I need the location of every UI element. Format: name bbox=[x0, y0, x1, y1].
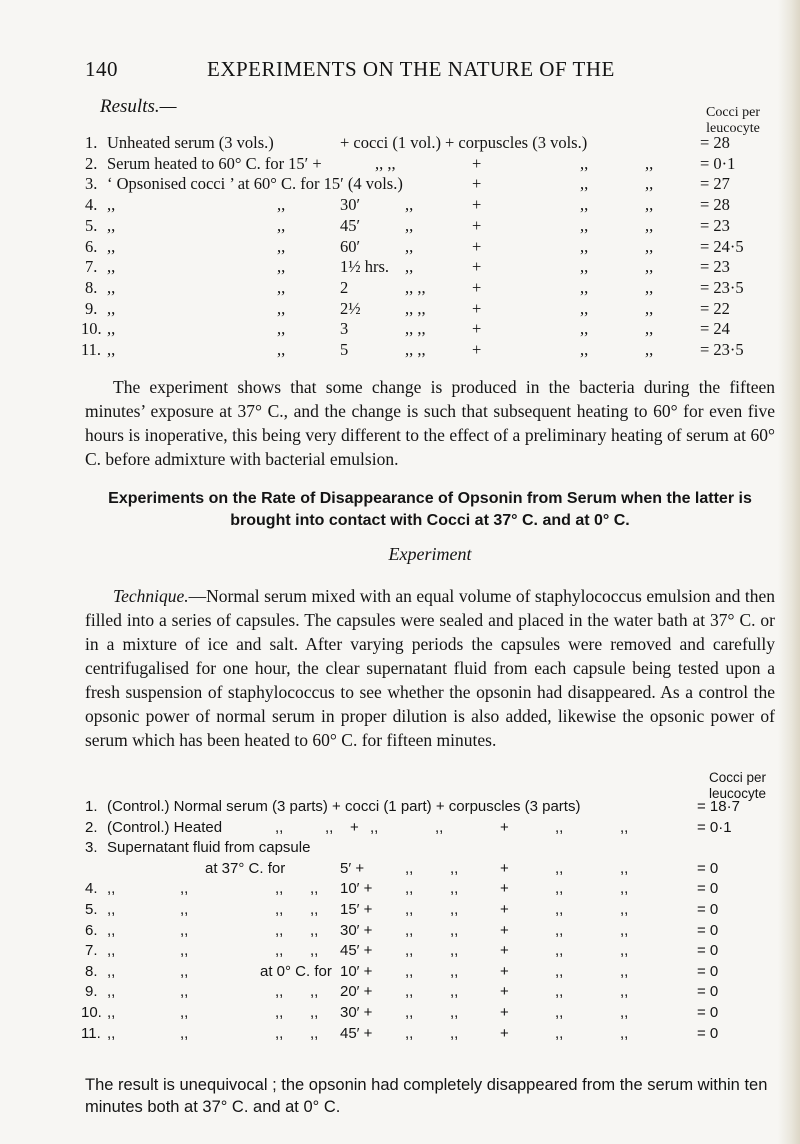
table2-cell-value: = 0 bbox=[697, 880, 719, 898]
table2-cell-num: 5. bbox=[85, 901, 98, 918]
table2-cell-c4: ,, bbox=[435, 818, 444, 836]
table2-cell-c4: ,, bbox=[450, 859, 459, 877]
table2-cell-plus2: + bbox=[500, 859, 509, 877]
table1-cell-desc2: ,, bbox=[277, 236, 286, 256]
table2-cell-c2: ,, bbox=[180, 983, 189, 1001]
technique-label: Technique. bbox=[113, 586, 189, 606]
table1-cell-d2: ,, bbox=[645, 298, 654, 318]
table1-cell-d1: ,, bbox=[580, 319, 589, 339]
table2-cell-c6: ,, bbox=[620, 1004, 629, 1021]
table1-cell-plus: + corpuscles (3 vols.) bbox=[445, 133, 588, 152]
table2-cell-c7: ,, bbox=[275, 880, 284, 898]
table1-cell-num: 3. bbox=[85, 174, 98, 194]
table1-cell-plus: + bbox=[472, 153, 482, 173]
table2-cell-c1: ,, bbox=[107, 880, 116, 898]
table2-cell-num: 9. bbox=[85, 983, 98, 1001]
table2-cell-c6: ,, bbox=[620, 1024, 629, 1042]
table1-cell-desc2: ,, bbox=[277, 340, 286, 359]
table1-cell-plus: + bbox=[472, 174, 482, 194]
table2-cell-c3: ,, bbox=[405, 921, 414, 939]
table1-cell-desc: ,, bbox=[107, 298, 116, 318]
table1-cell-value: = 24 bbox=[700, 319, 730, 339]
table2-cell-value: = 18·7 bbox=[697, 798, 740, 815]
table1-cell-d1: ,, bbox=[580, 153, 589, 173]
table2-cell-c6: ,, bbox=[620, 880, 629, 898]
table1-cell-cocci: ,, ,, bbox=[405, 298, 426, 318]
table2-cell-c5: ,, bbox=[555, 859, 564, 877]
table1-cell-time: 60′ bbox=[340, 236, 361, 256]
table1-cell-d2: ,, bbox=[645, 340, 654, 359]
table1-cell-desc: Unheated serum (3 vols.) bbox=[107, 133, 274, 152]
table2-cell-c5: ,, bbox=[555, 1004, 564, 1021]
table2-cell-c6: ,, bbox=[620, 983, 629, 1001]
table1-cell-desc: ,, bbox=[107, 195, 116, 215]
table2-cell-c3: ,, bbox=[405, 859, 414, 877]
table2-cell-num: 3. bbox=[85, 839, 98, 857]
table2-cell-c5: ,, bbox=[555, 942, 564, 960]
table1-cell-num: 1. bbox=[85, 133, 98, 152]
table2-cell-plus2: + bbox=[500, 962, 509, 980]
table2-cell-c8: ,, bbox=[310, 921, 319, 939]
table2-cell-c1: ,, bbox=[107, 1004, 116, 1021]
table1-cell-cocci: ,, bbox=[405, 257, 414, 277]
table1-cell-d2: ,, bbox=[645, 277, 654, 297]
table1-cell-cocci: ,, ,, bbox=[405, 340, 426, 359]
table2-cell-c4: ,, bbox=[450, 1024, 459, 1042]
table2-cell-c4: ,, bbox=[450, 1004, 459, 1021]
table1-cell-desc2: ,, bbox=[277, 195, 286, 215]
table2-cell-c2: ,, bbox=[180, 880, 189, 898]
table2-cell-value: = 0 bbox=[697, 921, 719, 939]
table1-cell-d1: ,, bbox=[580, 298, 589, 318]
table2-cell-c3: ,, bbox=[405, 880, 414, 898]
table2-cell-c2: ,, bbox=[180, 1024, 189, 1042]
table1-cell-time: 1½ hrs. bbox=[340, 257, 390, 277]
table1-cell-time: 30′ bbox=[340, 195, 361, 215]
results-label: Results.— bbox=[100, 96, 177, 117]
table1-cell-d2: ,, bbox=[645, 257, 654, 277]
running-title: EXPERIMENTS ON THE NATURE OF THE bbox=[207, 57, 615, 81]
table2-cell-time: 30′ + bbox=[340, 921, 373, 939]
table1-cell-desc: ,, bbox=[107, 340, 116, 359]
table1-cell-d1: ,, bbox=[580, 257, 589, 277]
table2-cell-time: 10′ + bbox=[340, 880, 373, 898]
table2-cell-num: 10. bbox=[81, 1004, 102, 1021]
table1-cell-d2: ,, bbox=[645, 236, 654, 256]
table1-cell-num: 8. bbox=[85, 277, 98, 297]
table1-cell-d1: ,, bbox=[580, 340, 589, 359]
table2-cell-num: 1. bbox=[85, 798, 98, 815]
table2-cell-plus2: + bbox=[500, 901, 509, 918]
table1-cell-cocci: + cocci (1 vol.) bbox=[340, 133, 441, 152]
table1-cell-value: = 23·5 bbox=[700, 277, 744, 297]
table2-cell-plus2: + bbox=[500, 818, 509, 836]
table2-cell-c5: ,, bbox=[555, 983, 564, 1001]
table1-cell-plus: + bbox=[472, 257, 482, 277]
table1-cell-desc: ,, bbox=[107, 257, 116, 277]
table2-cell-c1: ,, bbox=[275, 818, 284, 836]
conclusion-paragraph: The result is unequivocal ; the opsonin had completely disappeared from the serum within ten minutes both at 37° C. and at 0° C. bbox=[85, 1076, 768, 1116]
table2-cell-c4: ,, bbox=[450, 983, 459, 1001]
table2-cell-time: 45′ + bbox=[340, 942, 373, 960]
paragraph-results-discussion bbox=[85, 375, 775, 471]
table2-cell-c4: ,, bbox=[450, 962, 459, 980]
table2-cell-value: = 0 bbox=[697, 1024, 719, 1042]
table2-cell-desc: Supernatant fluid from capsule bbox=[107, 839, 311, 857]
table2-cell-num: 8. bbox=[85, 962, 98, 980]
table2-cell-c6: ,, bbox=[620, 942, 629, 960]
table2-cell-c8: ,, bbox=[310, 901, 319, 918]
table1-cell-value: = 0·1 bbox=[700, 153, 736, 173]
table1-cell-value: = 27 bbox=[700, 174, 730, 194]
table1-cell-plus: + bbox=[472, 340, 482, 359]
table2-cell-c2: ,, bbox=[180, 901, 189, 918]
table2-cell-c6: ,, bbox=[620, 962, 629, 980]
table2-col-header-line2: leucocyte bbox=[708, 786, 767, 801]
table1-cell-num: 6. bbox=[85, 236, 98, 256]
technique-text: —Normal serum mixed with an equal volume of staphylococcus emulsion and then filled into a series of capsules. The capsules were sealed and placed in the water bath at 37° C. or in a mixture of ice and salt. After varying periods the capsules were removed and carefully centrifugalised for one hour, the clear supernatant fluid from each capsule being tested upon a fresh suspension of staphylococcus to see whether the opsonin had disappeared. As a control the opsonic power of normal serum in proper dilution is also added, likewise the opsonic power of serum which has been heated to 60° C. for fifteen minutes. bbox=[85, 586, 775, 750]
table2-cell-plus2: + bbox=[500, 942, 509, 960]
table1-cell-value: = 24·5 bbox=[700, 236, 744, 256]
table1-cell-d2: ,, bbox=[645, 215, 654, 235]
table2-cell-c2: ,, bbox=[180, 1004, 189, 1021]
table2-cell-c2: ,, bbox=[180, 942, 189, 960]
table2-cell-time: 10′ + bbox=[340, 962, 373, 980]
table1-cell-plus: + bbox=[472, 195, 482, 215]
table1-cell-cocci: ,, ,, bbox=[405, 319, 426, 339]
table1-cell-time: 3 bbox=[340, 319, 349, 339]
table2-cell-desc: (Control.) Normal serum (3 parts) + cocci (1 part) + corpuscles (3 parts) bbox=[107, 798, 581, 815]
table1-cell-num: 4. bbox=[85, 195, 98, 215]
table2-cell-plus2: + bbox=[500, 1004, 509, 1021]
table1-cell-plus: + bbox=[472, 277, 482, 297]
table2-cell-c7: ,, bbox=[275, 983, 284, 1001]
table2-cell-c6: ,, bbox=[620, 921, 629, 939]
table1-cell-time: 2½ bbox=[340, 298, 361, 318]
table2-cell-plus2: + bbox=[500, 1024, 509, 1042]
table1-cell-num: 9. bbox=[85, 298, 98, 318]
table2-cell-c3: ,, bbox=[405, 1004, 414, 1021]
table1-cell-d2: ,, bbox=[645, 153, 654, 173]
table2-cell-num: 6. bbox=[85, 921, 98, 939]
table1-cell-value: = 22 bbox=[700, 298, 730, 318]
table1-cell-plus: + bbox=[472, 215, 482, 235]
table1-cell-num: 11. bbox=[81, 340, 102, 359]
table2-cell-value: = 0 bbox=[697, 859, 719, 877]
table2-cell-value: = 0 bbox=[697, 901, 719, 918]
table2-cell-c1: ,, bbox=[107, 983, 116, 1001]
table1-cell-num: 5. bbox=[85, 215, 98, 235]
table1-cell-value: = 23 bbox=[700, 257, 730, 277]
table1-cell-cocci: ,, ,, bbox=[375, 153, 396, 173]
table2-cell-c2: ,, bbox=[180, 921, 189, 939]
table2-cell-c5: ,, bbox=[555, 901, 564, 918]
table2-cell-c8: ,, bbox=[310, 942, 319, 960]
table1-cell-desc2: ,, bbox=[277, 277, 286, 297]
table1-cell-cocci: ,, bbox=[405, 236, 414, 256]
table2-cell-plus2: + bbox=[500, 983, 509, 1001]
paragraph1-text: The experiment shows that some change is produced in the bacteria during the fifteen minutes’ exposure at 37° C., and the change is such that subsequent heating to 60° for even five hours is inoperative, this being very different to the effect of a preliminary heating of serum at 60° C. before admixture with bacterial emulsion. bbox=[85, 377, 775, 469]
table1-cell-d1: ,, bbox=[580, 277, 589, 297]
table1-cell-plus: + bbox=[472, 236, 482, 256]
table1-cell-desc2: ,, bbox=[277, 257, 286, 277]
table1-cell-desc: ,, bbox=[107, 215, 116, 235]
table1-col-header-line2: leucocyte bbox=[706, 121, 760, 136]
table2-cell-plus1: + bbox=[350, 818, 359, 836]
table2-cell-value: = 0·1 bbox=[697, 818, 732, 836]
table2-cell-num: 4. bbox=[85, 880, 98, 898]
experiment-heading: Experiment bbox=[388, 544, 472, 564]
table1-cell-plus: + bbox=[472, 298, 482, 318]
table2-cell-c8: ,, bbox=[310, 983, 319, 1001]
table2-cell-c2: ,, bbox=[325, 818, 334, 836]
table2-cell-desc: at 37° C. for bbox=[205, 859, 286, 877]
table2-cell-time: 20′ + bbox=[340, 983, 373, 1001]
table2-cell-time: 15′ + bbox=[340, 901, 373, 918]
table2-cell-plus2: + bbox=[500, 880, 509, 898]
table2-cell-c7: ,, bbox=[275, 1024, 284, 1042]
table2-cell-value: = 0 bbox=[697, 962, 719, 980]
table2 bbox=[81, 797, 785, 1047]
table2-cell-c5: ,, bbox=[555, 1024, 564, 1042]
table1-cell-num: 7. bbox=[85, 257, 98, 277]
table1-cell-d2: ,, bbox=[645, 319, 654, 339]
table2-cell-num: 7. bbox=[85, 942, 98, 960]
table1-cell-plus: + bbox=[472, 319, 482, 339]
table1-cell-d1: ,, bbox=[580, 174, 589, 194]
table1-cell-d2: ,, bbox=[645, 195, 654, 215]
table2-cell-c6: ,, bbox=[620, 901, 629, 918]
table2-cell-c5: ,, bbox=[555, 921, 564, 939]
table2-cell-c1: ,, bbox=[107, 901, 116, 918]
table1-cell-cocci: ,, bbox=[405, 215, 414, 235]
section-heading: Experiments on the Rate of Disappearance of Opsonin from Serum when the latter is brought into contact with Cocci at 37° C. and at 0° C. bbox=[108, 490, 752, 529]
table2-cell-c5: ,, bbox=[555, 962, 564, 980]
table2-cell-c3: ,, bbox=[405, 1024, 414, 1042]
table1-cell-cocci: ,, bbox=[405, 195, 414, 215]
table1-cell-d1: ,, bbox=[580, 215, 589, 235]
table2-cell-c3: ,, bbox=[405, 901, 414, 918]
table1-cell-desc: Serum heated to 60° C. for 15′ + bbox=[107, 153, 322, 173]
table2-cell-c4: ,, bbox=[450, 942, 459, 960]
table2-cell-c7: ,, bbox=[275, 901, 284, 918]
table2-cell-value: = 0 bbox=[697, 1004, 719, 1021]
table1-cell-desc: ,, bbox=[107, 277, 116, 297]
table2-cell-plus2: + bbox=[500, 921, 509, 939]
table2-cell-time: 45′ + bbox=[340, 1024, 373, 1042]
table2-cell-c4: ,, bbox=[450, 921, 459, 939]
table1-cell-value: = 28 bbox=[700, 133, 730, 152]
table1-cell-time: 2 bbox=[340, 277, 349, 297]
table2-cell-c5: ,, bbox=[555, 818, 564, 836]
table2-cell-c1: ,, bbox=[107, 1024, 116, 1042]
table2-cell-num: 2. bbox=[85, 818, 98, 836]
table2-cell-time: 30′ + bbox=[340, 1004, 373, 1021]
table2-cell-value: = 0 bbox=[697, 983, 719, 1001]
table1-cell-desc2: ,, bbox=[277, 298, 286, 318]
table2-cell-c7: ,, bbox=[275, 1004, 284, 1021]
table1-cell-value: = 23 bbox=[700, 215, 730, 235]
technique-paragraph bbox=[85, 584, 775, 752]
table2-cell-desc: at 0° C. for bbox=[260, 962, 332, 980]
table1-cell-time: 45′ bbox=[340, 215, 361, 235]
table2-cell-c5: ,, bbox=[555, 880, 564, 898]
table1-cell-value: = 28 bbox=[700, 195, 730, 215]
table1-cell-desc: ,, bbox=[107, 236, 116, 256]
table2-cell-c4: ,, bbox=[450, 880, 459, 898]
table2-cell-time: 5′ + bbox=[340, 859, 365, 877]
table2-cell-c1: ,, bbox=[107, 921, 116, 939]
table2-cell-c6: ,, bbox=[620, 859, 629, 877]
table2-cell-c8: ,, bbox=[310, 1024, 319, 1042]
table1-cell-d1: ,, bbox=[580, 236, 589, 256]
table2-cell-value: = 0 bbox=[697, 942, 719, 960]
table2-cell-c7: ,, bbox=[275, 942, 284, 960]
table1-cell-desc2: ,, bbox=[277, 319, 286, 339]
table2-cell-c1: ,, bbox=[107, 942, 116, 960]
table2-cell-c3: ,, bbox=[405, 983, 414, 1001]
table1 bbox=[81, 133, 785, 363]
table1-cell-d1: ,, bbox=[580, 195, 589, 215]
table2-cell-desc: (Control.) Heated bbox=[107, 818, 223, 836]
table1-cell-time: 5 bbox=[340, 340, 349, 359]
table2-col-header-line1: Cocci per bbox=[708, 770, 767, 785]
table2-cell-num: 11. bbox=[81, 1024, 101, 1042]
table2-cell-c1: ,, bbox=[107, 962, 116, 980]
table1-cell-num: 10. bbox=[81, 319, 102, 339]
table2-cell-c7: ,, bbox=[275, 921, 284, 939]
table1-cell-desc: ‘ Opsonised cocci ’ at 60° C. for 15′ (4 vols.) bbox=[107, 174, 403, 194]
table2-cell-c3: ,, bbox=[405, 962, 414, 980]
table2-cell-c8: ,, bbox=[310, 880, 319, 898]
table2-cell-c3: ,, bbox=[405, 942, 414, 960]
table1-cell-num: 2. bbox=[85, 153, 98, 173]
table2-cell-c6: ,, bbox=[620, 818, 629, 836]
table2-cell-c2: ,, bbox=[180, 962, 189, 980]
table2-cell-c4: ,, bbox=[450, 901, 459, 918]
table2-cell-c3: ,, bbox=[370, 818, 379, 836]
table1-cell-desc2: ,, bbox=[277, 215, 286, 235]
table2-cell-c8: ,, bbox=[310, 1004, 319, 1021]
page-number: 140 bbox=[85, 57, 118, 81]
table1-cell-desc: ,, bbox=[107, 319, 116, 339]
table1-cell-cocci: ,, ,, bbox=[405, 277, 426, 297]
table1-cell-d2: ,, bbox=[645, 174, 654, 194]
table1-col-header-line1: Cocci per bbox=[705, 105, 761, 120]
table1-cell-value: = 23·5 bbox=[700, 340, 744, 359]
